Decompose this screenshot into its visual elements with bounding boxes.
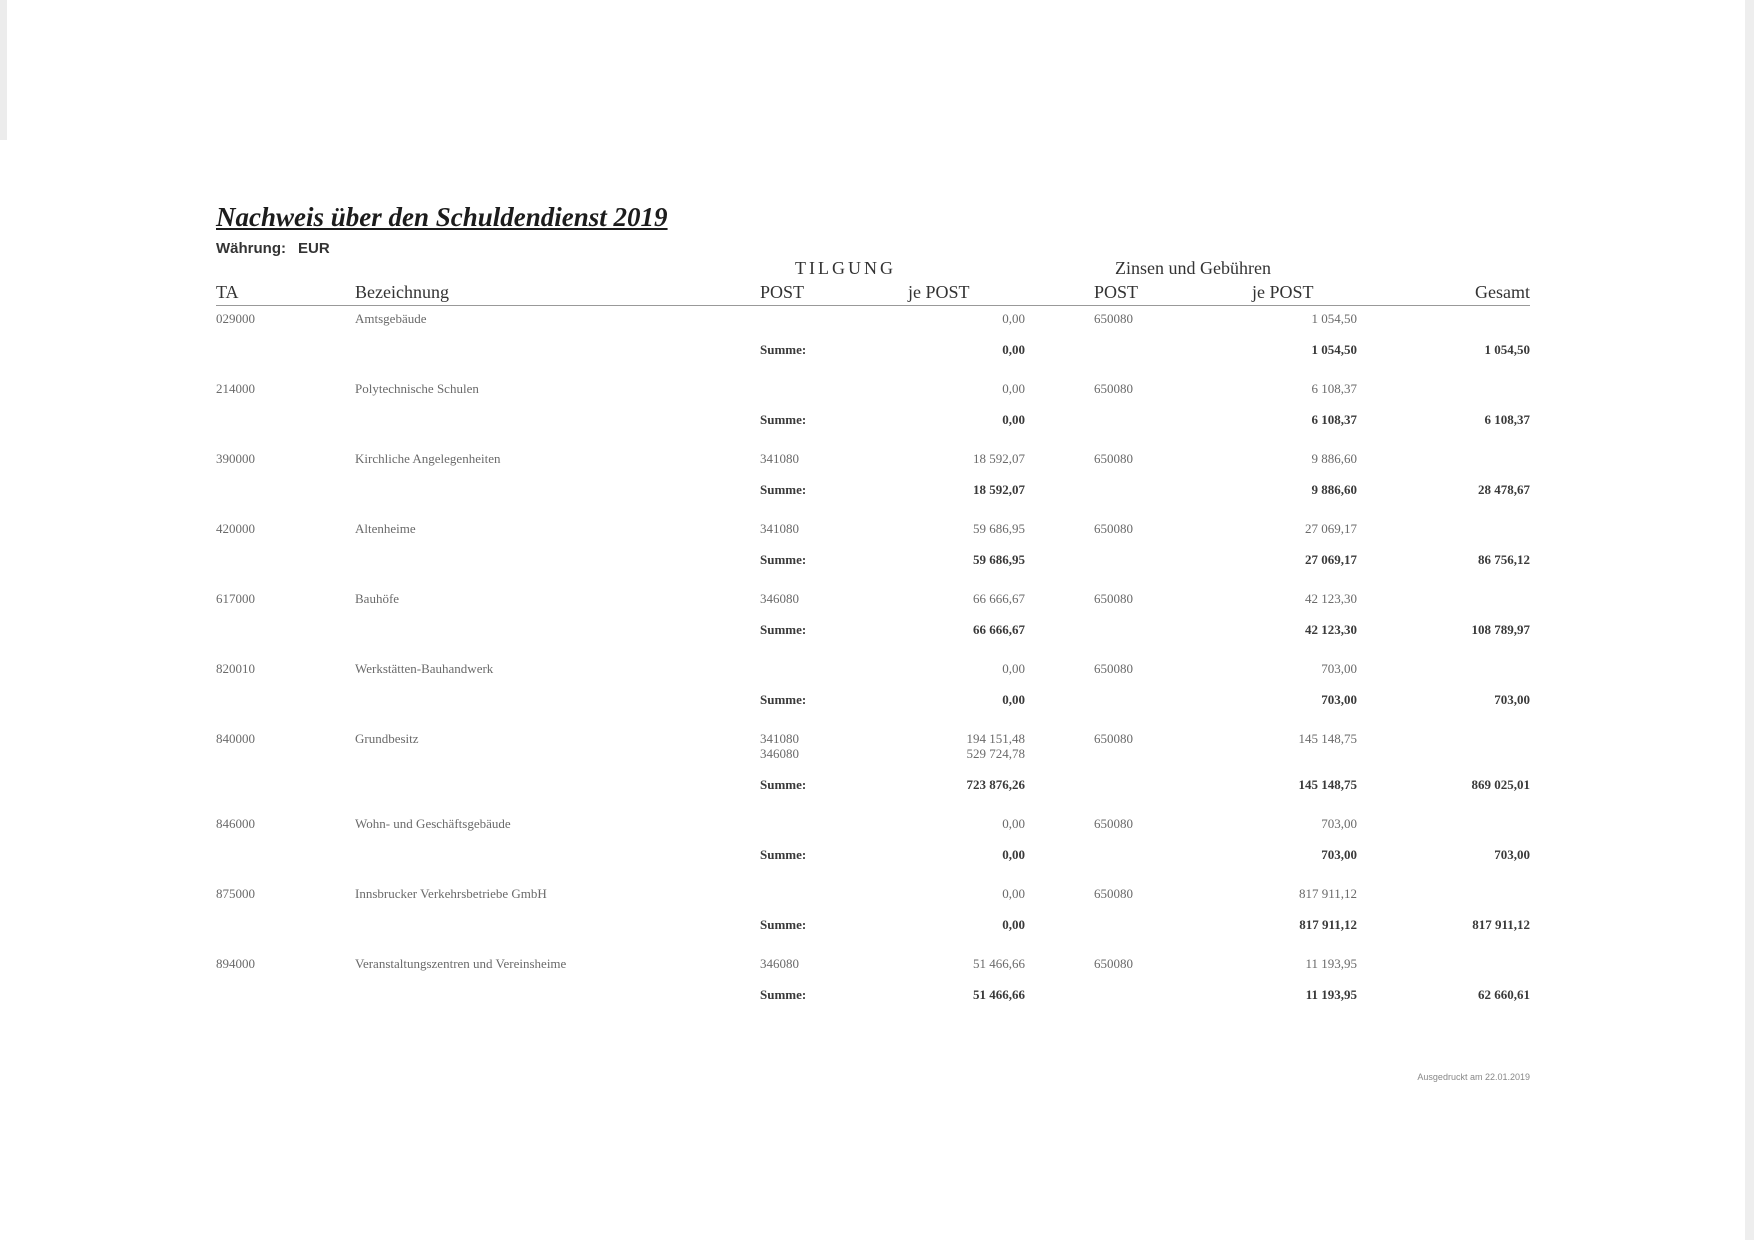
summe-label: Summe:	[760, 847, 807, 862]
print-date-note: Ausgedruckt am 22.01.2019	[1417, 1072, 1530, 1082]
tilgung-value: 0,00	[1002, 661, 1025, 676]
summe-row	[0, 916, 1754, 938]
table-row	[0, 815, 1754, 837]
scan-edge-right	[1745, 0, 1754, 1240]
summe-gesamt: 62 660,61	[1478, 987, 1530, 1002]
summe-gesamt: 6 108,37	[1484, 412, 1530, 427]
zinsen-post: 650080	[1094, 816, 1133, 831]
column-header-ta: TA	[216, 282, 239, 302]
table-row	[0, 310, 1754, 332]
zinsen-value: 703,00	[1321, 816, 1357, 831]
summe-label: Summe:	[760, 917, 807, 932]
summe-label: Summe:	[760, 412, 807, 427]
summe-label: Summe:	[760, 692, 807, 707]
summe-tilgung: 66 666,67	[973, 622, 1025, 637]
bezeichnung: Werkstätten-Bauhandwerk	[355, 661, 494, 676]
summe-zinsen: 703,00	[1321, 692, 1357, 707]
bezeichnung: Grundbesitz	[355, 731, 419, 746]
zinsen-post: 650080	[1094, 521, 1133, 536]
bezeichnung: Kirchliche Angelegenheiten	[355, 451, 501, 466]
zinsen-post: 650080	[1094, 451, 1133, 466]
summe-row	[0, 691, 1754, 713]
summe-zinsen: 1 054,50	[1311, 342, 1357, 357]
document-title: Nachweis über den Schuldendienst 2019	[216, 202, 668, 232]
table-row	[0, 660, 1754, 682]
zinsen-value: 1 054,50	[1311, 311, 1357, 326]
tilgung-value: 59 686,95	[973, 521, 1025, 536]
tilgung-value: 0,00	[1002, 381, 1025, 396]
zinsen-value: 27 069,17	[1305, 521, 1357, 536]
tilgung-value: 0,00	[1002, 311, 1025, 326]
bezeichnung: Wohn- und Geschäftsgebäude	[355, 816, 511, 831]
tilgung-post: 346080	[760, 591, 799, 606]
summe-tilgung: 0,00	[1002, 847, 1025, 862]
summe-tilgung: 51 466,66	[973, 987, 1025, 1002]
ta-code: 617000	[216, 591, 255, 606]
bezeichnung: Innsbrucker Verkehrsbetriebe GmbH	[355, 886, 547, 901]
currency-line	[216, 240, 330, 257]
summe-tilgung: 0,00	[1002, 342, 1025, 357]
summe-zinsen: 703,00	[1321, 847, 1357, 862]
summe-row	[0, 986, 1754, 1008]
summe-zinsen: 27 069,17	[1305, 552, 1357, 567]
tilgung-value: 18 592,07	[973, 451, 1025, 466]
tilgung-post: 346080	[760, 956, 799, 971]
tilgung-value: 66 666,67	[973, 591, 1025, 606]
bezeichnung: Altenheime	[355, 521, 416, 536]
summe-gesamt: 869 025,01	[1471, 777, 1530, 792]
tilgung-value: 51 466,66	[973, 956, 1025, 971]
summe-gesamt: 703,00	[1494, 847, 1530, 862]
summe-tilgung: 18 592,07	[973, 482, 1025, 497]
zinsen-post: 650080	[1094, 731, 1133, 746]
ta-code: 840000	[216, 731, 255, 746]
table-row	[0, 520, 1754, 542]
header-rule	[216, 305, 1530, 306]
summe-label: Summe:	[760, 987, 807, 1002]
bezeichnung: Polytechnische Schulen	[355, 381, 479, 396]
summe-label: Summe:	[760, 622, 807, 637]
column-header-bezeichnung: Bezeichnung	[355, 282, 449, 302]
bezeichnung: Veranstaltungszentren und Vereinsheime	[355, 956, 567, 971]
zinsen-value: 42 123,30	[1305, 591, 1357, 606]
summe-tilgung: 723 876,26	[966, 777, 1025, 792]
table-row	[0, 955, 1754, 977]
summe-zinsen: 11 193,95	[1305, 987, 1357, 1002]
bezeichnung: Amtsgebäude	[355, 311, 427, 326]
summe-zinsen: 145 148,75	[1298, 777, 1357, 792]
summe-gesamt: 817 911,12	[1472, 917, 1530, 932]
summe-zinsen: 817 911,12	[1299, 917, 1357, 932]
table-row	[0, 745, 1754, 767]
table-row	[0, 450, 1754, 472]
ta-code: 820010	[216, 661, 255, 676]
ta-code: 420000	[216, 521, 255, 536]
summe-row	[0, 776, 1754, 798]
ta-code: 214000	[216, 381, 255, 396]
table-row	[0, 590, 1754, 612]
summe-zinsen: 6 108,37	[1311, 412, 1357, 427]
summe-gesamt: 1 054,50	[1484, 342, 1530, 357]
currency-value: EUR	[297, 240, 330, 257]
summe-tilgung: 0,00	[1002, 692, 1025, 707]
tilgung-value: 0,00	[1002, 816, 1025, 831]
tilgung-post: 341080	[760, 731, 799, 746]
column-header-zinsen-je-post: je POST	[1252, 282, 1314, 302]
summe-row	[0, 846, 1754, 868]
tilgung-value: 0,00	[1002, 886, 1025, 901]
column-header-gesamt: Gesamt	[1475, 282, 1530, 302]
zinsen-value: 6 108,37	[1311, 381, 1357, 396]
zinsen-value: 817 911,12	[1298, 886, 1357, 901]
tilgung-value: 529 724,78	[966, 746, 1025, 761]
column-header-tilgung-post: POST	[760, 282, 805, 302]
tilgung-group-header: TILGUNG	[795, 258, 896, 278]
summe-label: Summe:	[760, 342, 807, 357]
tilgung-post: 346080	[760, 746, 799, 761]
zinsen-group-header: Zinsen und Gebühren	[1115, 258, 1271, 278]
summe-row	[0, 341, 1754, 363]
summe-zinsen: 9 886,60	[1311, 482, 1357, 497]
zinsen-post: 650080	[1094, 311, 1133, 326]
summe-zinsen: 42 123,30	[1305, 622, 1357, 637]
tilgung-post: 341080	[760, 451, 799, 466]
summe-row	[0, 551, 1754, 573]
summe-label: Summe:	[760, 552, 807, 567]
tilgung-value: 194 151,48	[966, 731, 1025, 746]
summe-row	[0, 411, 1754, 433]
column-header-tilgung-je-post: je POST	[908, 282, 970, 302]
zinsen-value: 703,00	[1321, 661, 1357, 676]
summe-gesamt: 108 789,97	[1471, 622, 1530, 637]
summe-row	[0, 481, 1754, 503]
zinsen-value: 9 886,60	[1311, 451, 1357, 466]
table-row	[0, 885, 1754, 907]
table-row	[0, 380, 1754, 402]
summe-row	[0, 621, 1754, 643]
zinsen-post: 650080	[1094, 591, 1133, 606]
zinsen-value: 11 193,95	[1305, 956, 1357, 971]
bezeichnung: Bauhöfe	[355, 591, 400, 606]
ta-code: 875000	[216, 886, 255, 901]
summe-gesamt: 28 478,67	[1478, 482, 1530, 497]
summe-tilgung: 0,00	[1002, 917, 1025, 932]
zinsen-post: 650080	[1094, 886, 1133, 901]
ta-code: 894000	[216, 956, 255, 971]
ta-code: 846000	[216, 816, 255, 831]
summe-gesamt: 703,00	[1494, 692, 1530, 707]
tilgung-post: 341080	[760, 521, 799, 536]
zinsen-post: 650080	[1094, 661, 1133, 676]
currency-label: Währung:	[216, 240, 286, 257]
ta-code: 390000	[216, 451, 255, 466]
scan-edge-left	[0, 0, 7, 140]
ta-code: 029000	[216, 311, 255, 326]
summe-label: Summe:	[760, 777, 807, 792]
summe-label: Summe:	[760, 482, 807, 497]
column-header-zinsen-post: POST	[1094, 282, 1139, 302]
zinsen-value: 145 148,75	[1298, 731, 1357, 746]
summe-tilgung: 0,00	[1002, 412, 1025, 427]
zinsen-post: 650080	[1094, 956, 1133, 971]
summe-tilgung: 59 686,95	[973, 552, 1025, 567]
zinsen-post: 650080	[1094, 381, 1133, 396]
summe-gesamt: 86 756,12	[1478, 552, 1530, 567]
